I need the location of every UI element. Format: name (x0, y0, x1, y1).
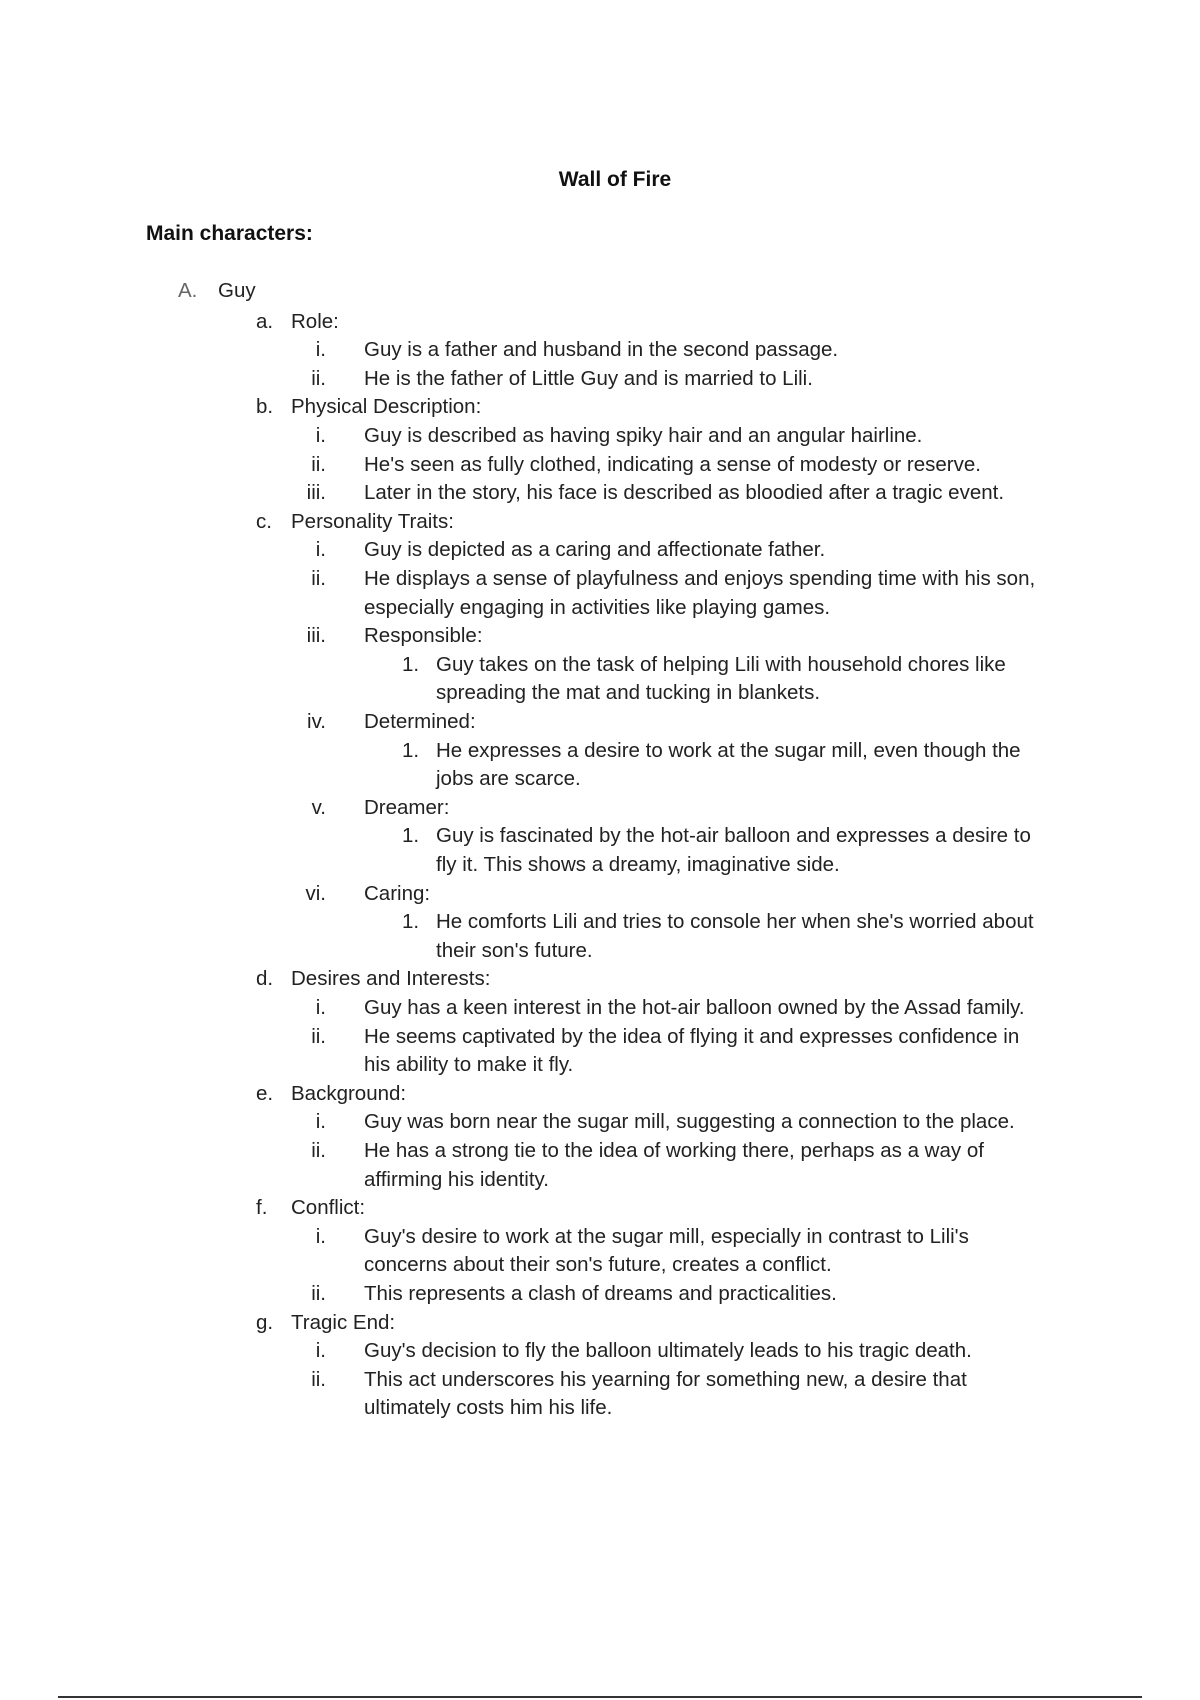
section-label-c: Personality Traits: (291, 509, 454, 533)
roman-marker: iv. (307, 710, 326, 733)
section-label-d: Desires and Interests: (291, 967, 491, 991)
sub-item-text: Guy takes on the task of helping Lili with household chores like (436, 652, 1006, 676)
roman-marker: iii. (306, 481, 326, 505)
roman-marker: i. (315, 424, 326, 447)
list-item-text: Responsible: (364, 624, 483, 648)
roman-marker: vi. (305, 881, 326, 905)
sub-item-text: spreading the mat and tucking in blankets. (436, 681, 821, 705)
roman-marker: ii. (311, 1139, 326, 1162)
section-label-b: Physical Description: (291, 395, 482, 419)
roman-marker: i. (315, 996, 326, 1019)
sub-item-text: jobs are scarce. (436, 767, 581, 791)
list-item-text: This represents a clash of dreams and practicalities. (364, 1282, 837, 1305)
sub-item-text: their son's future. (436, 938, 593, 962)
sub-item-text: Guy is fascinated by the hot-air balloon and expresses a desire to (436, 824, 1031, 848)
list-item-text: Guy is described as having spiky hair and an angular hairline. (364, 424, 923, 447)
list-item-text: his ability to make it fly. (364, 1053, 574, 1077)
roman-marker: ii. (311, 366, 326, 390)
list-item-text: Guy was born near the sugar mill, suggesting a connection to the place. (364, 1110, 1015, 1134)
section-marker: a. (256, 309, 274, 333)
number-marker: 1. (402, 738, 420, 762)
list-item-text: affirming his identity. (364, 1167, 549, 1191)
list-item-text: Guy's decision to fly the balloon ultimately leads to his tragic death. (364, 1339, 972, 1363)
list-item-text: Guy has a keen interest in the hot-air balloon owned by the Assad family. (364, 996, 1025, 1019)
document-title: Wall of Fire (558, 168, 672, 191)
section-marker: d. (256, 967, 274, 991)
section-label-a: Role: (291, 309, 339, 333)
list-item-text: Caring: (364, 881, 431, 905)
list-item-text: Dreamer: (364, 795, 450, 819)
roman-marker: iii. (306, 624, 326, 648)
character-name: Guy (218, 279, 256, 302)
list-item-text: He's seen as fully clothed, indicating a sense of modesty or reserve. (364, 452, 981, 476)
section-label-e: Background: (291, 1081, 407, 1105)
list-item-text: He has a strong tie to the idea of working there, perhaps as a way of (364, 1139, 984, 1162)
section-marker: g. (256, 1310, 274, 1334)
roman-marker: ii. (311, 1282, 326, 1305)
section-label-g: Tragic End: (291, 1310, 396, 1334)
sub-item-text: He comforts Lili and tries to console her when she's worried about (436, 910, 1034, 934)
roman-marker: ii. (311, 1367, 326, 1391)
list-item-text: Later in the story, his face is described as bloodied after a tragic event. (364, 481, 1005, 505)
list-item-text: Determined: (364, 710, 476, 733)
list-item-text: especially engaging in activities like playing games. (364, 595, 831, 619)
number-marker: 1. (402, 652, 420, 676)
list-item-text: He seems captivated by the idea of flying it and expresses confidence in (364, 1024, 1020, 1048)
number-marker: 1. (402, 824, 420, 848)
list-item-text: This act underscores his yearning for something new, a desire that (364, 1367, 967, 1391)
section-heading: Main characters: (146, 222, 313, 245)
list-item-text: ultimately costs him his life. (364, 1396, 613, 1420)
sub-item-text: He expresses a desire to work at the sugar mill, even though the (436, 738, 1021, 762)
roman-marker: i. (315, 1339, 326, 1363)
list-item-text: Guy's desire to work at the sugar mill, especially in contrast to Lili's (364, 1224, 969, 1248)
roman-marker: v. (311, 795, 326, 819)
list-item-text: He is the father of Little Guy and is married to Lili. (364, 366, 813, 390)
outline-marker-a: A. (178, 279, 198, 302)
section-marker: e. (256, 1081, 274, 1105)
section-label-f: Conflict: (291, 1196, 366, 1220)
roman-marker: i. (315, 338, 326, 362)
roman-marker: i. (315, 1224, 326, 1248)
number-marker: 1. (402, 910, 420, 934)
list-item-text: concerns about their son's future, creates a conflict. (364, 1253, 832, 1277)
sub-item-text: fly it. This shows a dreamy, imaginative side. (436, 853, 840, 876)
roman-marker: ii. (311, 567, 326, 590)
roman-marker: ii. (311, 452, 326, 476)
roman-marker: i. (315, 1110, 326, 1134)
roman-marker: i. (315, 538, 326, 562)
list-item-text: Guy is depicted as a caring and affectionate father. (364, 538, 826, 562)
page-divider (58, 1696, 1142, 1698)
list-item-text: Guy is a father and husband in the second passage. (364, 338, 839, 362)
section-marker: c. (256, 509, 272, 533)
section-marker: b. (256, 395, 274, 419)
roman-marker: ii. (311, 1024, 326, 1048)
section-marker: f. (256, 1196, 268, 1220)
list-item-text: He displays a sense of playfulness and enjoys spending time with his son, (364, 567, 1036, 590)
